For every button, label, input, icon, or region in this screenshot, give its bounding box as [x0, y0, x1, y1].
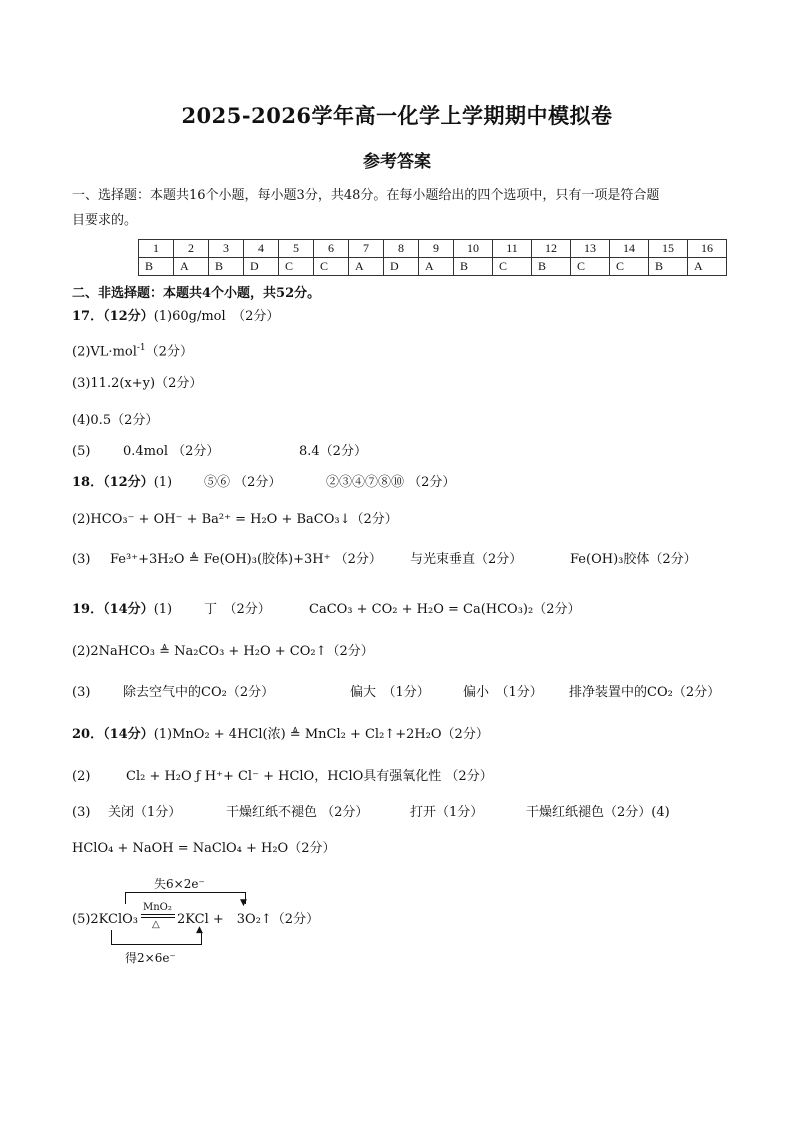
- answer-cell: C: [279, 258, 314, 276]
- question-number-cell: 10: [454, 240, 493, 258]
- question-number-row: [139, 240, 727, 258]
- equation-catalyst: MnO₂: [143, 902, 172, 913]
- electron-lost-label: 失6×2e⁻: [154, 877, 205, 891]
- q19-part3-answer-b: 偏大 （1分）: [350, 685, 430, 700]
- section1-instructions-cont: 目要求的。: [72, 213, 138, 228]
- question-number-cell: 12: [532, 240, 571, 258]
- q17-answer-2-score: （2分）: [145, 344, 193, 360]
- equation-left: (5)2KClO₃: [72, 912, 139, 927]
- question-number-cell: 6: [314, 240, 349, 258]
- q20-part3-answer-c: 打开（1分）: [410, 805, 484, 820]
- q20-part3-answer-d: 干燥红纸褪色（2分）(4): [526, 805, 670, 820]
- question-number-cell: 14: [610, 240, 649, 258]
- equation-right: 2KCl + 3O₂↑（2分）: [177, 912, 320, 927]
- answer-cell: A: [419, 258, 454, 276]
- question-number-cell: 9: [419, 240, 454, 258]
- q18-part3-answer-a: Fe³⁺+3H₂O ≜ Fe(OH)₃(胶体)+3H⁺ （2分）: [110, 552, 382, 567]
- q19-part1-num: (1): [153, 602, 173, 617]
- answer-cell: B: [532, 258, 571, 276]
- page-subtitle: 参考答案: [363, 152, 431, 172]
- lost-arrow-head: ▼: [240, 898, 247, 908]
- gain-arrow-head: ▲: [196, 925, 203, 935]
- question-number-cell: 3: [209, 240, 244, 258]
- question-number-cell: 5: [279, 240, 314, 258]
- page-title: 2025-2026学年高一化学上学期期中模拟卷: [181, 103, 613, 128]
- q17-answer-1: (1)60g/mol （2分）: [153, 309, 280, 324]
- q17-part5-label: (5): [72, 444, 91, 459]
- q19-heading: 19．（14分）: [72, 602, 154, 617]
- q17-part4: (4)0.5（2分）: [72, 413, 159, 428]
- question-number-cell: 15: [649, 240, 688, 258]
- q19-part1-answer-b: CaCO₃ + CO₂ + H₂O = Ca(HCO₃)₂（2分）: [309, 602, 581, 617]
- q18-part1-answer-b: ②③④⑦⑧⑩ （2分）: [326, 475, 456, 490]
- answer-cell: B: [139, 258, 174, 276]
- question-number-cell: 11: [493, 240, 532, 258]
- q18-part3-answer-b: 与光束垂直（2分）: [410, 552, 523, 567]
- q20-part1: [72, 727, 489, 743]
- answer-cell: D: [244, 258, 279, 276]
- question-number-cell: 8: [384, 240, 419, 258]
- question-number-cell: 2: [174, 240, 209, 258]
- question-number-cell: 1: [139, 240, 174, 258]
- q17-answer-2-sup: -1: [136, 343, 146, 353]
- q18-part3-label: (3): [72, 552, 91, 567]
- answer-cell: A: [174, 258, 209, 276]
- q19-part3-answer-d: 排净装置中的CO₂（2分）: [569, 685, 721, 700]
- q20-part3-label: (3): [72, 805, 91, 820]
- q19-part1-answer-a: 丁 （2分）: [204, 602, 271, 617]
- q17-part3: (3)11.2(x+y)（2分）: [72, 376, 203, 391]
- section1-instructions: 一、选择题：本题共16个小题，每小题3分，共48分。在每小题给出的四个选项中，只有一项是符合题: [72, 188, 660, 203]
- q18-heading: 18．（12分）: [72, 475, 154, 490]
- q17-heading: 17．（12分）: [72, 309, 154, 324]
- q18-part1-label: [72, 475, 172, 491]
- q17-part1: [72, 309, 279, 325]
- q19-part3-label: (3): [72, 685, 91, 700]
- q17-part5-answer-b: 8.4（2分）: [299, 444, 367, 459]
- q17-part2: [72, 340, 193, 360]
- q19-part2: (2)2NaHCO₃ ≜ Na₂CO₃ + H₂O + CO₂↑（2分）: [72, 644, 374, 659]
- answer-cell: B: [454, 258, 493, 276]
- lost-bracket-top: [125, 892, 246, 893]
- question-number-cell: 13: [571, 240, 610, 258]
- answer-row: [139, 258, 727, 276]
- lost-bracket-left: [125, 892, 126, 904]
- q19-part3-answer-a: 除去空气中的CO₂（2分）: [123, 685, 275, 700]
- q18-part2: (2)HCO₃⁻ + OH⁻ + Ba²⁺ = H₂O + BaCO₃↓（2分）: [72, 512, 398, 527]
- equation-equal-top: [141, 914, 175, 915]
- q20-part3-answer-a: 关闭（1分）: [108, 805, 182, 820]
- answer-cell: A: [688, 258, 727, 276]
- q17-answer-2: (2)VL·mol: [72, 344, 137, 360]
- electron-gain-label: 得2×6e⁻: [125, 951, 176, 965]
- q20-part4: HClO₄ + NaOH = NaClO₄ + H₂O（2分）: [72, 841, 336, 856]
- question-number-cell: 16: [688, 240, 727, 258]
- q20-part2-answer: Cl₂ + H₂O ƒ H⁺+ Cl⁻ + HClO，HClO具有强氧化性 （2分）: [126, 769, 493, 784]
- answer-table: [138, 239, 727, 276]
- q17-part5-answer-a: 0.4mol （2分）: [123, 444, 220, 459]
- q18-part1-num: (1): [153, 475, 173, 490]
- answer-cell: A: [349, 258, 384, 276]
- q18-part1-answer-a: ⑤⑥ （2分）: [204, 475, 282, 490]
- answer-cell: D: [384, 258, 419, 276]
- answer-cell: C: [610, 258, 649, 276]
- question-number-cell: 4: [244, 240, 279, 258]
- q20-heading: 20．（14分）: [72, 727, 154, 742]
- q19-part3-answer-c: 偏小 （1分）: [463, 685, 543, 700]
- question-number-cell: 7: [349, 240, 384, 258]
- answer-cell: C: [314, 258, 349, 276]
- q20-part2-label: (2): [72, 769, 91, 784]
- answer-cell: C: [493, 258, 532, 276]
- equation-heat: △: [152, 919, 160, 930]
- answer-cell: B: [209, 258, 244, 276]
- q20-part1-answer: (1)MnO₂ + 4HCl(浓) ≜ MnCl₂ + Cl₂↑+2H₂O（2分）: [153, 727, 489, 742]
- q18-part3-answer-c: Fe(OH)₃胶体（2分）: [570, 552, 697, 567]
- section2-heading: 二、非选择题：本题共4个小题，共52分。: [72, 286, 321, 301]
- gain-bracket-bottom: [111, 944, 202, 945]
- q20-part3-answer-b: 干燥红纸不褪色 （2分）: [226, 805, 369, 820]
- answer-cell: C: [571, 258, 610, 276]
- q19-part1-label: [72, 602, 172, 618]
- gain-bracket-left: [111, 930, 112, 944]
- answer-cell: B: [649, 258, 688, 276]
